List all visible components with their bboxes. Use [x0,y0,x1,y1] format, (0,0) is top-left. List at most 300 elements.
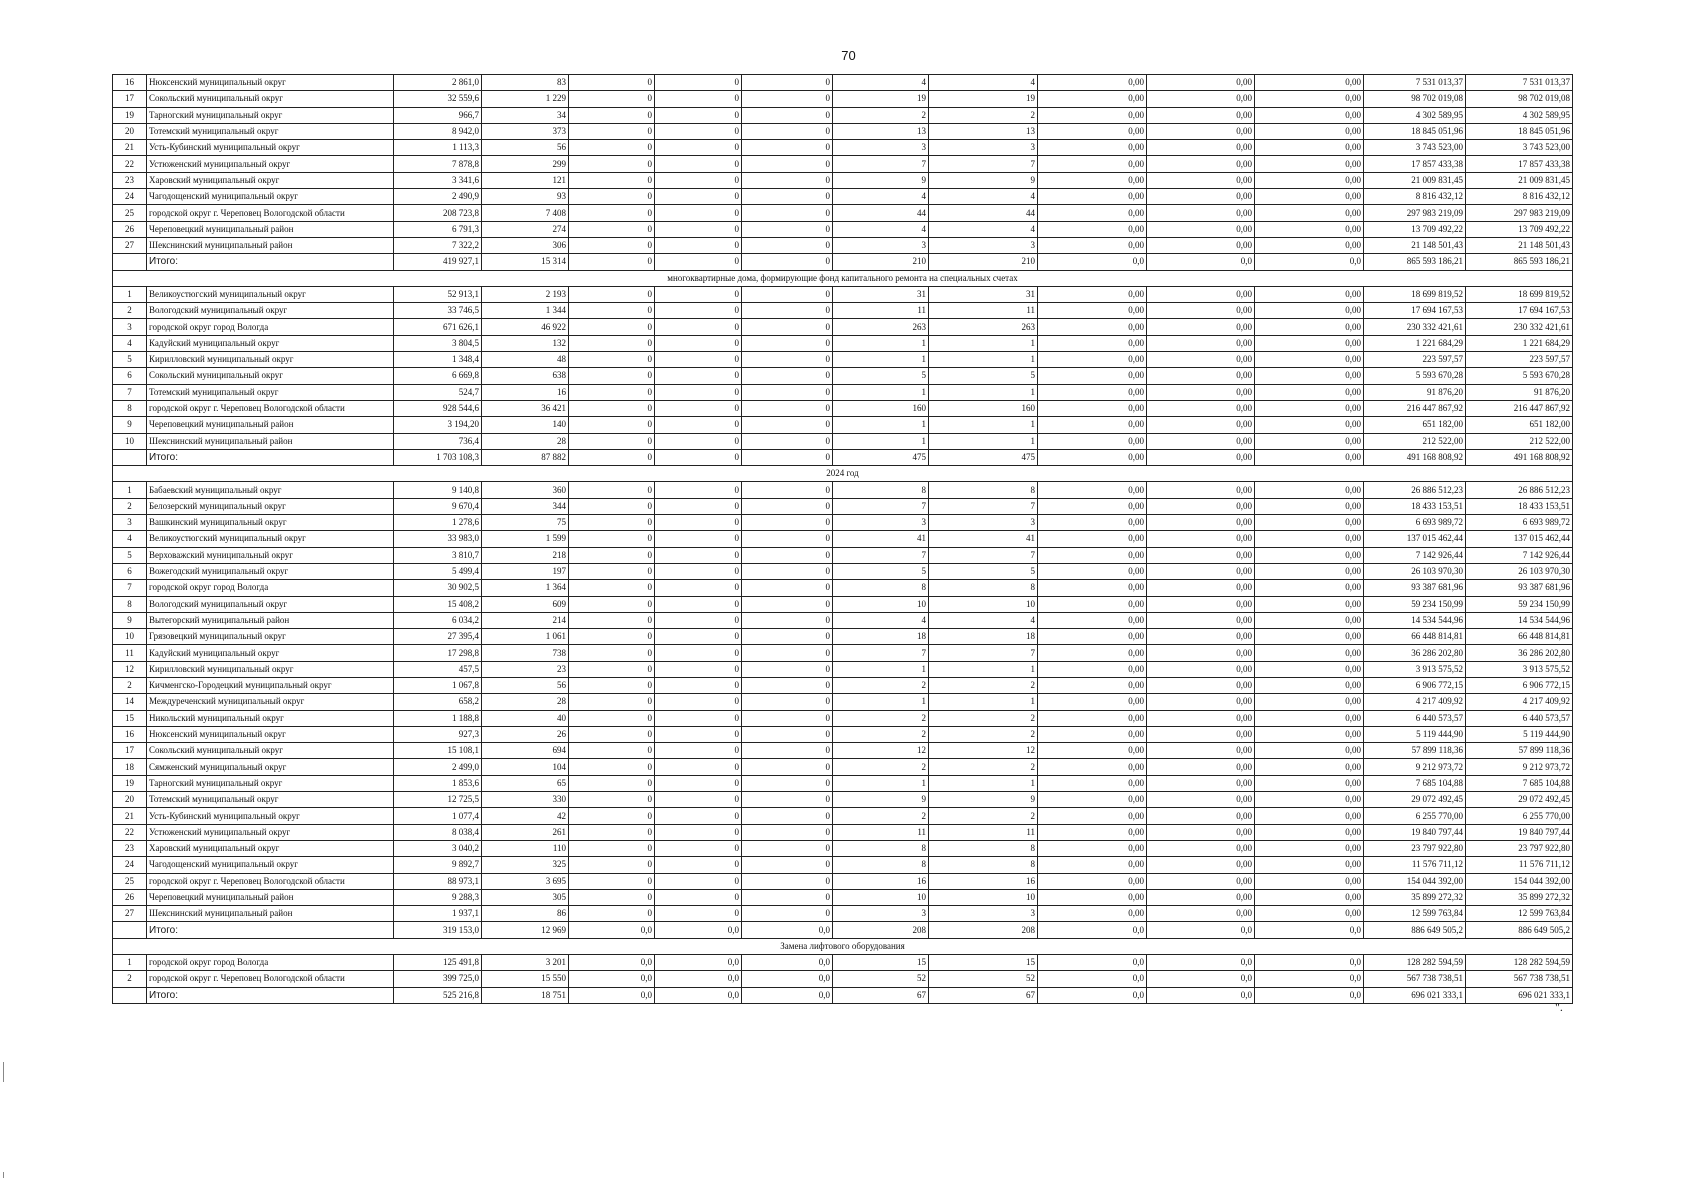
value-cell: 0,00 [1038,319,1147,335]
value-cell: 0,00 [1038,123,1147,139]
value-cell: 0 [569,417,655,433]
municipality-name: Тотемский муниципальный округ [147,123,394,139]
value-cell: 0,00 [1255,417,1364,433]
value-cell: 0 [569,303,655,319]
value-cell: 274 [482,221,569,237]
value-cell: 0,00 [1038,824,1147,840]
table-row [113,710,1573,726]
value-cell: 1 077,4 [394,808,482,824]
row-number: 23 [113,840,147,856]
value-cell: 3 341,6 [394,172,482,188]
value-cell: 104 [482,759,569,775]
value-cell: 491 168 808,92 [1364,449,1466,465]
value-cell: 88 973,1 [394,873,482,889]
value-cell: 0,00 [1147,824,1255,840]
row-number: 5 [113,352,147,368]
value-cell: 1 364 [482,580,569,596]
value-cell: 7 [929,156,1038,172]
row-number: 10 [113,629,147,645]
value-cell: 3 743 523,00 [1364,140,1466,156]
value-cell: 0 [742,808,833,824]
municipality-name: Грязовецкий муниципальный округ [147,629,394,645]
row-number: 2 [113,498,147,514]
value-cell: 0,00 [1038,482,1147,498]
value-cell: 15 550 [482,971,569,987]
value-cell: 263 [929,319,1038,335]
value-cell: 0,00 [1255,808,1364,824]
table-row [113,286,1573,302]
value-cell: 19 840 797,44 [1466,824,1573,840]
value-cell: 263 [833,319,929,335]
value-cell: 0,00 [1255,319,1364,335]
value-cell: 8 [833,840,929,856]
value-cell: 0 [742,352,833,368]
value-cell: 0,00 [1038,140,1147,156]
value-cell: 0,00 [1255,433,1364,449]
value-cell: 0 [742,645,833,661]
value-cell: 86 [482,906,569,922]
value-cell: 1 703 108,3 [394,449,482,465]
table-row [113,971,1573,987]
municipality-name: Вашкинский муниципальный округ [147,515,394,531]
value-cell: 3 810,7 [394,547,482,563]
value-cell: 1 221 684,29 [1466,335,1573,351]
value-cell: 0,0 [1147,922,1255,938]
value-cell: 0,00 [1038,596,1147,612]
value-cell: 0 [742,515,833,531]
row-number: 2 [113,971,147,987]
row-number: 10 [113,433,147,449]
value-cell: 4 [833,189,929,205]
table-row [113,91,1573,107]
value-cell: 66 448 814,81 [1364,629,1466,645]
value-cell: 21 148 501,43 [1466,237,1573,253]
value-cell: 212 522,00 [1364,433,1466,449]
value-cell: 0 [569,759,655,775]
municipality-name: Череповецкий муниципальный район [147,221,394,237]
value-cell: 230 332 421,61 [1364,319,1466,335]
value-cell: 12 [929,743,1038,759]
value-cell: 0,00 [1038,612,1147,628]
table-row [113,629,1573,645]
value-cell: 0 [655,824,742,840]
value-cell: 16 [929,873,1038,889]
municipality-name: Кичменгско-Городецкий муниципальный округ [147,677,394,693]
value-cell: 18 751 [482,987,569,1003]
row-number [113,922,147,938]
value-cell: 0,00 [1038,808,1147,824]
row-number: 18 [113,759,147,775]
value-cell: 121 [482,172,569,188]
value-cell: 0,00 [1147,400,1255,416]
table-row [113,596,1573,612]
total-row [113,922,1573,938]
value-cell: 11 [833,303,929,319]
table-row [113,726,1573,742]
value-cell: 0 [569,629,655,645]
value-cell: 23 [482,661,569,677]
value-cell: 297 983 219,09 [1466,205,1573,221]
value-cell: 0,00 [1147,531,1255,547]
value-cell: 9 212 973,72 [1364,759,1466,775]
table-row [113,808,1573,824]
value-cell: 17 694 167,53 [1466,303,1573,319]
value-cell: 0 [742,107,833,123]
value-cell: 0,00 [1147,710,1255,726]
value-cell: 475 [929,449,1038,465]
value-cell: 8 [833,482,929,498]
municipality-name: городской округ г. Череповец Вологодской области [147,205,394,221]
value-cell: 0,00 [1255,824,1364,840]
value-cell: 0,00 [1038,694,1147,710]
value-cell: 0,00 [1255,172,1364,188]
value-cell: 41 [833,531,929,547]
table-row [113,75,1573,91]
value-cell: 0,00 [1038,726,1147,742]
value-cell: 2 [929,726,1038,742]
value-cell: 110 [482,840,569,856]
row-number: 23 [113,172,147,188]
value-cell: 0,00 [1255,906,1364,922]
table-row [113,824,1573,840]
value-cell: 1 344 [482,303,569,319]
value-cell: 0,00 [1255,107,1364,123]
value-cell: 0 [569,743,655,759]
value-cell: 0,00 [1255,889,1364,905]
value-cell: 0,00 [1038,91,1147,107]
value-cell: 0,00 [1038,449,1147,465]
value-cell: 0 [655,384,742,400]
value-cell: 28 [482,694,569,710]
value-cell: 373 [482,123,569,139]
value-cell: 0,0 [655,955,742,971]
value-cell: 0,00 [1038,873,1147,889]
table-row [113,873,1573,889]
value-cell: 0 [655,172,742,188]
value-cell: 0 [655,563,742,579]
value-cell: 8 [833,857,929,873]
value-cell: 6 791,3 [394,221,482,237]
value-cell: 91 876,20 [1466,384,1573,400]
value-cell: 6 906 772,15 [1364,677,1466,693]
table-row [113,743,1573,759]
value-cell: 0 [569,286,655,302]
value-cell: 0 [742,661,833,677]
value-cell: 0,00 [1147,840,1255,856]
municipality-name: Тотемский муниципальный округ [147,384,394,400]
total-row [113,449,1573,465]
section-title: 2024 год [113,466,1573,482]
value-cell: 0 [742,563,833,579]
table-row [113,840,1573,856]
value-cell: 210 [833,254,929,270]
value-cell: 2 [929,107,1038,123]
value-cell: 57 899 118,36 [1364,743,1466,759]
value-cell: 0 [569,612,655,628]
table-row [113,384,1573,400]
value-cell: 0 [742,889,833,905]
value-cell: 98 702 019,08 [1466,91,1573,107]
value-cell: 7 142 926,44 [1466,547,1573,563]
value-cell: 0 [655,612,742,628]
row-number: 16 [113,75,147,91]
value-cell: 0 [569,75,655,91]
row-number: 7 [113,384,147,400]
value-cell: 0 [655,498,742,514]
value-cell: 128 282 594,59 [1466,955,1573,971]
value-cell: 360 [482,482,569,498]
value-cell: 160 [833,400,929,416]
value-cell: 0 [655,237,742,253]
value-cell: 0,0 [1147,955,1255,971]
value-cell: 5 119 444,90 [1466,726,1573,742]
value-cell: 216 447 867,92 [1364,400,1466,416]
value-cell: 208 [833,922,929,938]
value-cell: 0,00 [1255,286,1364,302]
value-cell: 8 [929,482,1038,498]
table-row [113,498,1573,514]
value-cell: 0,0 [742,987,833,1003]
value-cell: 1 [833,335,929,351]
total-row [113,254,1573,270]
municipality-name: городской округ город Вологда [147,580,394,596]
table-row [113,547,1573,563]
value-cell: 1 229 [482,91,569,107]
value-cell: 0,00 [1038,156,1147,172]
table-row [113,107,1573,123]
value-cell: 216 447 867,92 [1466,400,1573,416]
value-cell: 0 [569,140,655,156]
value-cell: 0 [742,759,833,775]
municipality-name: Вологодский муниципальный округ [147,303,394,319]
value-cell: 0 [742,417,833,433]
value-cell: 26 886 512,23 [1466,482,1573,498]
value-cell: 1 348,4 [394,352,482,368]
value-cell: 0 [742,906,833,922]
table-row [113,140,1573,156]
value-cell: 0,0 [1038,955,1147,971]
value-cell: 208 [929,922,1038,938]
row-number: 6 [113,368,147,384]
table-row [113,612,1573,628]
value-cell: 1 067,8 [394,677,482,693]
value-cell: 1 188,8 [394,710,482,726]
value-cell: 738 [482,645,569,661]
value-cell: 0 [569,237,655,253]
value-cell: 87 882 [482,449,569,465]
value-cell: 1 [929,775,1038,791]
row-number: 3 [113,515,147,531]
value-cell: 52 913,1 [394,286,482,302]
value-cell: 14 534 544,96 [1364,612,1466,628]
value-cell: 56 [482,140,569,156]
total-label: Итого: [147,922,394,938]
value-cell: 56 [482,677,569,693]
value-cell: 0 [655,482,742,498]
value-cell: 0 [569,91,655,107]
value-cell: 137 015 462,44 [1466,531,1573,547]
value-cell: 26 886 512,23 [1364,482,1466,498]
value-cell: 0 [655,515,742,531]
value-cell: 0 [569,808,655,824]
value-cell: 0,00 [1038,906,1147,922]
municipality-name: Харовский муниципальный округ [147,172,394,188]
value-cell: 44 [929,205,1038,221]
municipality-name: Череповецкий муниципальный район [147,417,394,433]
value-cell: 0,00 [1147,384,1255,400]
value-cell: 0,00 [1255,237,1364,253]
value-cell: 399 725,0 [394,971,482,987]
value-cell: 6 669,8 [394,368,482,384]
value-cell: 5 [833,368,929,384]
value-cell: 0 [569,775,655,791]
value-cell: 12 599 763,84 [1364,906,1466,922]
municipality-name: Великоустюгский муниципальный округ [147,286,394,302]
value-cell: 6 906 772,15 [1466,677,1573,693]
value-cell: 0,00 [1038,237,1147,253]
value-cell: 0 [655,417,742,433]
value-cell: 0,00 [1255,352,1364,368]
value-cell: 0 [655,710,742,726]
value-cell: 0,0 [1147,254,1255,270]
scan-edge-mark [3,1062,4,1082]
table-row [113,335,1573,351]
value-cell: 1 221 684,29 [1364,335,1466,351]
value-cell: 0 [569,335,655,351]
value-cell: 0 [569,189,655,205]
value-cell: 230 332 421,61 [1466,319,1573,335]
value-cell: 4 217 409,92 [1466,694,1573,710]
value-cell: 0 [569,368,655,384]
value-cell: 0 [655,775,742,791]
municipality-name: Сокольский муниципальный округ [147,743,394,759]
value-cell: 0 [742,629,833,645]
value-cell: 0 [655,547,742,563]
value-cell: 13 709 492,22 [1364,221,1466,237]
value-cell: 2 [929,677,1038,693]
value-cell: 0 [655,221,742,237]
value-cell: 0,00 [1147,694,1255,710]
row-number: 24 [113,189,147,205]
value-cell: 10 [929,889,1038,905]
value-cell: 0,00 [1038,857,1147,873]
value-cell: 0 [742,303,833,319]
value-cell: 15 [833,955,929,971]
value-cell: 212 522,00 [1466,433,1573,449]
row-number: 25 [113,873,147,889]
value-cell: 0,0 [1038,254,1147,270]
value-cell: 0 [742,91,833,107]
table-row [113,857,1573,873]
value-cell: 0,0 [1038,971,1147,987]
table-row [113,580,1573,596]
row-number [113,254,147,270]
value-cell: 0,00 [1147,547,1255,563]
value-cell: 21 009 831,45 [1364,172,1466,188]
value-cell: 0 [569,384,655,400]
value-cell: 306 [482,237,569,253]
value-cell: 4 302 589,95 [1466,107,1573,123]
value-cell: 0 [569,563,655,579]
page-number: 70 [841,48,856,63]
table-row [113,775,1573,791]
value-cell: 3 804,5 [394,335,482,351]
value-cell: 0,00 [1147,156,1255,172]
value-cell: 2 490,9 [394,189,482,205]
row-number: 19 [113,775,147,791]
value-cell: 18 845 051,96 [1364,123,1466,139]
value-cell: 0 [569,906,655,922]
value-cell: 197 [482,563,569,579]
value-cell: 7 [833,498,929,514]
value-cell: 305 [482,889,569,905]
municipality-name: Усть-Кубинский муниципальный округ [147,808,394,824]
value-cell: 0,0 [1147,971,1255,987]
scan-edge-mark [3,1172,4,1178]
value-cell: 0,0 [1038,922,1147,938]
value-cell: 3 [929,140,1038,156]
value-cell: 0 [569,792,655,808]
value-cell: 0 [742,75,833,91]
value-cell: 0,00 [1147,286,1255,302]
value-cell: 7 878,8 [394,156,482,172]
value-cell: 6 693 989,72 [1364,515,1466,531]
value-cell: 0,00 [1038,629,1147,645]
value-cell: 0 [655,254,742,270]
value-cell: 0 [655,889,742,905]
value-cell: 0,00 [1255,205,1364,221]
value-cell: 19 [833,91,929,107]
value-cell: 0,00 [1255,498,1364,514]
value-cell: 44 [833,205,929,221]
value-cell: 2 [929,710,1038,726]
value-cell: 160 [929,400,1038,416]
value-cell: 0 [569,726,655,742]
value-cell: 0,00 [1038,400,1147,416]
value-cell: 7 142 926,44 [1364,547,1466,563]
value-cell: 21 009 831,45 [1466,172,1573,188]
value-cell: 0,0 [1038,987,1147,1003]
value-cell: 658,2 [394,694,482,710]
value-cell: 491 168 808,92 [1466,449,1573,465]
value-cell: 0,00 [1038,531,1147,547]
value-cell: 0 [569,547,655,563]
section-header-row [113,466,1573,482]
row-number: 17 [113,743,147,759]
value-cell: 0,00 [1147,677,1255,693]
row-number: 9 [113,417,147,433]
value-cell: 83 [482,75,569,91]
value-cell: 0 [655,156,742,172]
value-cell: 0 [742,612,833,628]
municipality-name: Кирилловский муниципальный округ [147,661,394,677]
value-cell: 9 [833,172,929,188]
table-row [113,400,1573,416]
value-cell: 0 [569,661,655,677]
value-cell: 0,00 [1038,172,1147,188]
value-cell: 0,00 [1147,596,1255,612]
row-number: 14 [113,694,147,710]
value-cell: 31 [929,286,1038,302]
value-cell: 0,0 [1147,987,1255,1003]
value-cell: 0,00 [1038,743,1147,759]
value-cell: 4 217 409,92 [1364,694,1466,710]
value-cell: 671 626,1 [394,319,482,335]
municipality-name: Устюженский муниципальный округ [147,824,394,840]
value-cell: 0 [742,319,833,335]
municipality-name: Междуреченский муниципальный округ [147,694,394,710]
value-cell: 694 [482,743,569,759]
